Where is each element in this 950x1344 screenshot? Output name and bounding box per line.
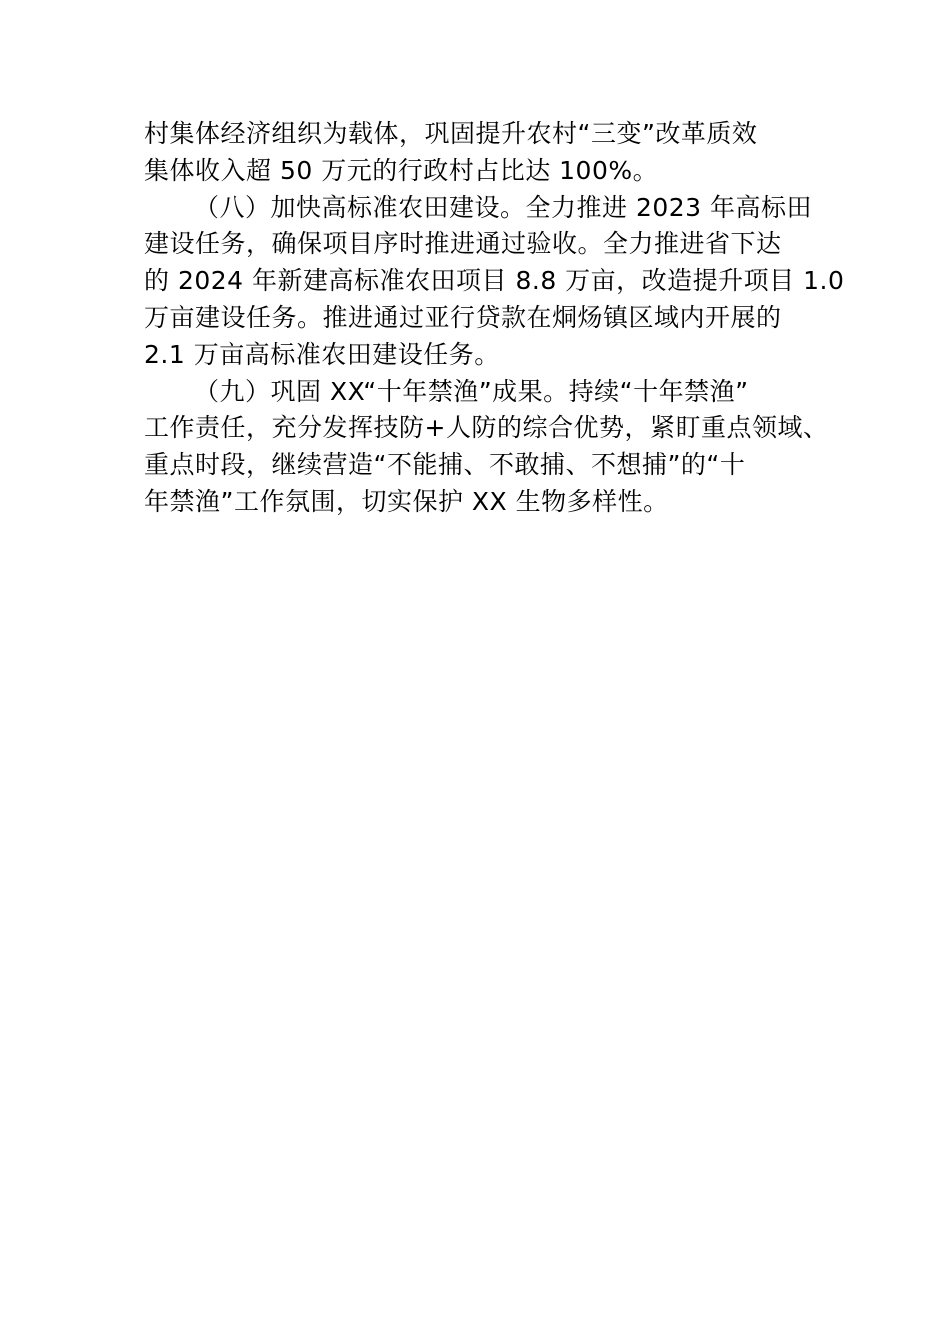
text-line-1: 村集体经济组织为载体，巩固提升农村“三变”改革质效 <box>144 119 758 148</box>
paragraph-9-heading-line: （九）巩固 XX“十年禁渔”成果。持续“十年禁渔” <box>194 376 749 406</box>
text-line-10: 重点时段，继续营造“不能捕、不敢捕、不想捕”的“十 <box>144 450 746 480</box>
text-line-7: 2.1 万亩高标准农田建设任务。 <box>144 339 500 369</box>
text-line-9: 工作责任，充分发挥技防+人防的综合优势，紧盯重点领域、 <box>144 413 829 443</box>
paragraph-8-heading-line: （八）加快高标准农田建设。全力推进 2023 年高标田 <box>194 192 813 222</box>
document-body <box>144 116 845 521</box>
text-line-2: 集体收入超 50 万元的行政村占比达 100%。 <box>144 155 659 185</box>
text-line-5: 的 2024 年新建高标准农田项目 8.8 万亩，改造提升项目 1.0 <box>144 266 845 296</box>
text-line-6: 万亩建设任务。推进通过亚行贷款在烔炀镇区域内开展的 <box>144 302 782 332</box>
text-line-11: 年禁渔”工作氛围，切实保护 XX 生物多样性。 <box>144 486 669 516</box>
text-line-4: 建设任务，确保项目序时推进通过验收。全力推进省下达 <box>144 229 782 259</box>
